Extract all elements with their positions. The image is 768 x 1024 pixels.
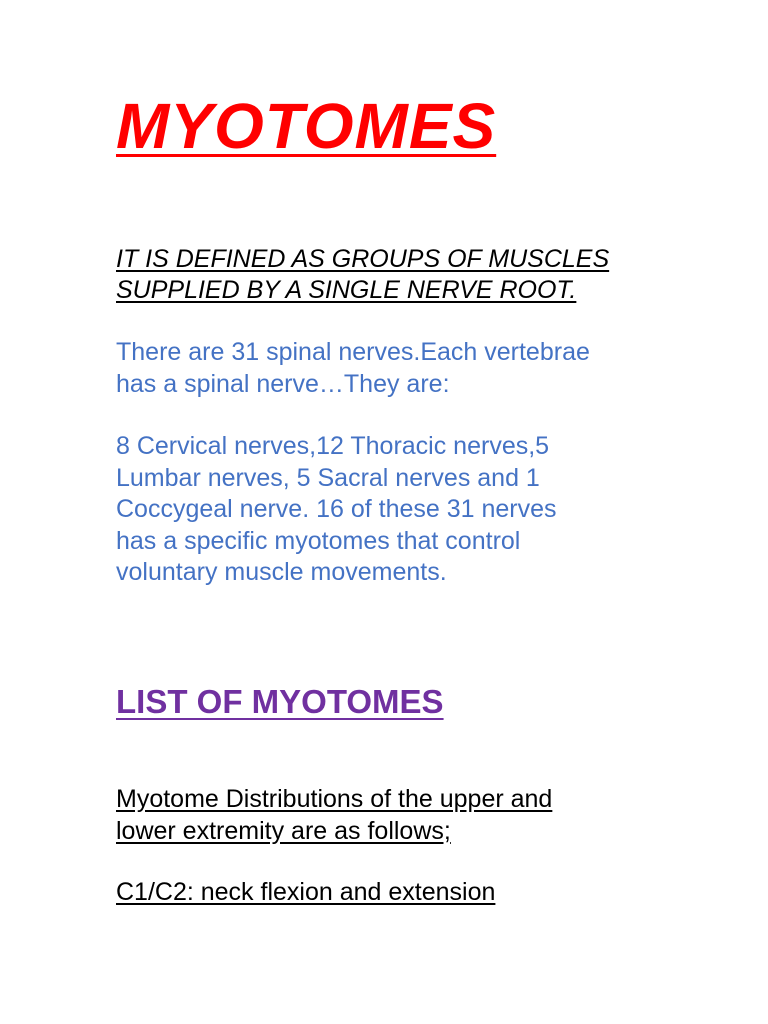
document-title: MYOTOMES [116,90,497,162]
paragraph2-line-4: has a specific myotomes that control [116,526,521,555]
myotome-item-c1-c2: C1/C2: neck flexion and extension [116,878,496,906]
paragraph2-line-2: Lumbar nerves, 5 Sacral nerves and 1 [116,463,540,492]
definition-line-2: SUPPLIED BY A SINGLE NERVE ROOT. [116,276,577,304]
spinal-nerves-paragraph [116,337,676,400]
distribution-intro-line-1: Myotome Distributions of the upper and [116,785,553,813]
paragraph1-line-1: There are 31 spinal nerves.Each vertebrae [116,338,590,366]
list-of-myotomes-heading: LIST OF MYOTOMES [116,683,444,720]
distribution-intro [116,784,676,847]
definition-line-1: IT IS DEFINED AS GROUPS OF MUSCLES [116,245,610,273]
paragraph2-line-5: voluntary muscle movements. [116,558,447,586]
paragraph2-line-1: 8 Cervical nerves,12 Thoracic nerves,5 [116,432,550,460]
paragraph2-line-3: Coccygeal nerve. 16 of these 31 nerves [116,495,557,523]
definition-text [116,244,716,306]
distribution-intro-line-2: lower extremity are as follows; [116,816,451,845]
nerve-counts-paragraph [116,431,676,589]
paragraph1-line-2: has a spinal nerve…They are: [116,369,450,398]
